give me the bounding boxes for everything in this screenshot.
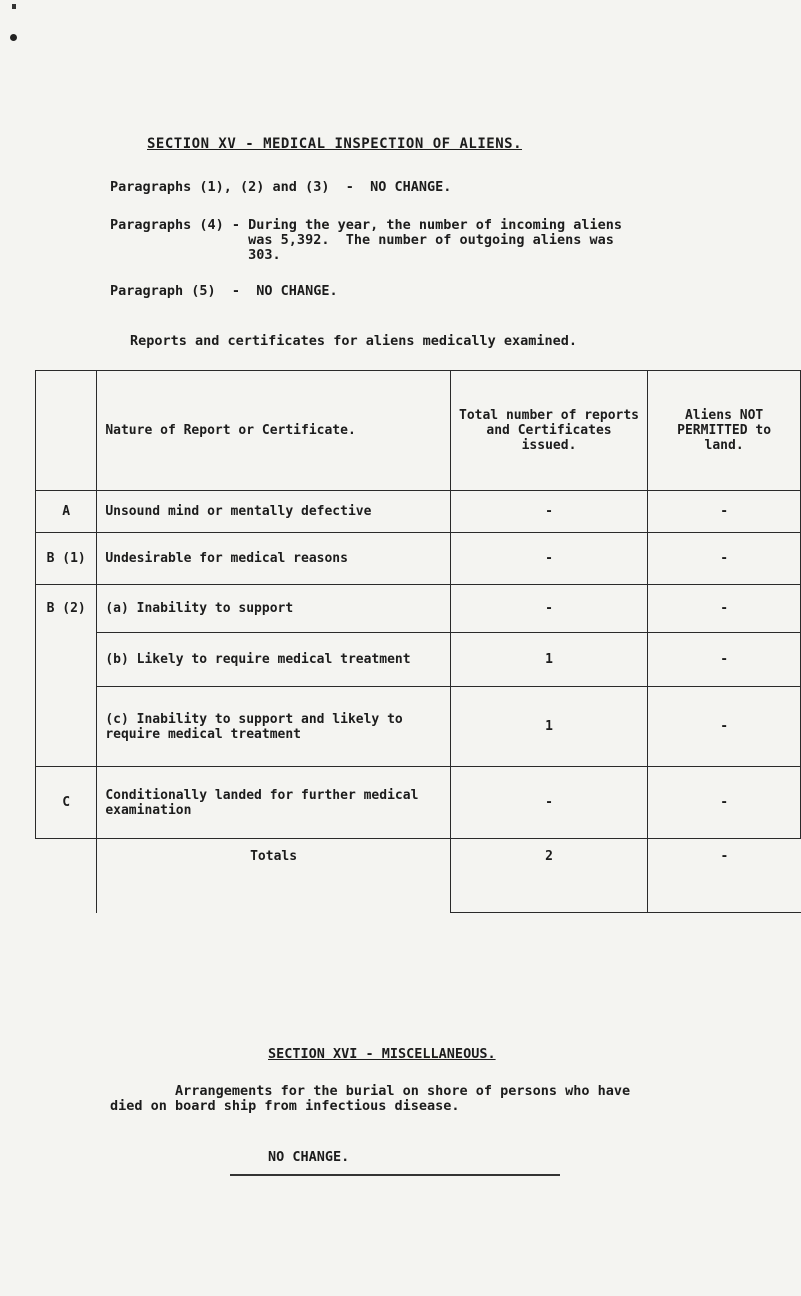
- totals-row: [36, 839, 801, 913]
- section-15-title: SECTION XV - MEDICAL INSPECTION OF ALIENS.: [147, 136, 523, 152]
- row-code: C: [36, 767, 97, 839]
- row-nature: Unsound mind or mentally defective: [97, 491, 451, 533]
- row-nature: (a) Inability to support: [97, 585, 451, 633]
- paragraph-5: Paragraph (5) - NO CHANGE.: [110, 283, 338, 299]
- row-not-permitted: -: [648, 687, 801, 767]
- row-not-permitted: -: [648, 767, 801, 839]
- page-dot: [10, 34, 17, 41]
- totals-total: 2: [450, 839, 647, 913]
- table-header-row: [36, 371, 801, 491]
- row-total: -: [450, 491, 647, 533]
- table-row: [36, 585, 801, 633]
- row-nature: Undesirable for medical reasons: [97, 533, 451, 585]
- paragraph-4: Paragraphs (4) - During the year, the number of incoming aliens was 5,392. The number of outgoing aliens was 303.: [110, 217, 623, 263]
- row-not-permitted: -: [648, 633, 801, 687]
- header-total: Total number of reports and Certificates issued.: [450, 371, 647, 491]
- row-nature: Conditionally landed for further medical examination: [97, 767, 451, 839]
- totals-spacer: [36, 839, 97, 913]
- table-row: [36, 533, 801, 585]
- row-code: A: [36, 491, 97, 533]
- section-16-title: SECTION XVI - MISCELLANEOUS.: [268, 1046, 496, 1062]
- row-code: B (2): [36, 585, 97, 767]
- header-code-cell: [36, 371, 97, 491]
- row-not-permitted: -: [648, 491, 801, 533]
- row-total: -: [450, 767, 647, 839]
- row-nature: (b) Likely to require medical treatment: [97, 633, 451, 687]
- row-code: B (1): [36, 533, 97, 585]
- reports-heading: Reports and certificates for aliens medically examined.: [130, 333, 578, 349]
- header-not-permitted: Aliens NOT PERMITTED to land.: [648, 371, 801, 491]
- row-total: -: [450, 585, 647, 633]
- totals-not-permitted: -: [648, 839, 801, 913]
- table-row: [36, 491, 801, 533]
- section-16-no-change: NO CHANGE.: [268, 1149, 350, 1165]
- row-nature: (c) Inability to support and likely to require medical treatment: [97, 687, 451, 767]
- medical-reports-table: [35, 370, 801, 913]
- row-not-permitted: -: [648, 585, 801, 633]
- table-row: [36, 767, 801, 839]
- section-16-text: Arrangements for the burial on shore of persons who have died on board ship from infectious disease.: [110, 1083, 631, 1114]
- row-total: 1: [450, 633, 647, 687]
- end-rule: [230, 1174, 560, 1176]
- table-row: [36, 687, 801, 767]
- paragraphs-1-3: Paragraphs (1), (2) and (3) - NO CHANGE.: [110, 179, 452, 195]
- page-mark: [12, 4, 16, 9]
- row-total: 1: [450, 687, 647, 767]
- header-nature: Nature of Report or Certificate.: [97, 371, 451, 491]
- row-not-permitted: -: [648, 533, 801, 585]
- row-total: -: [450, 533, 647, 585]
- totals-label: Totals: [97, 839, 451, 913]
- table-row: [36, 633, 801, 687]
